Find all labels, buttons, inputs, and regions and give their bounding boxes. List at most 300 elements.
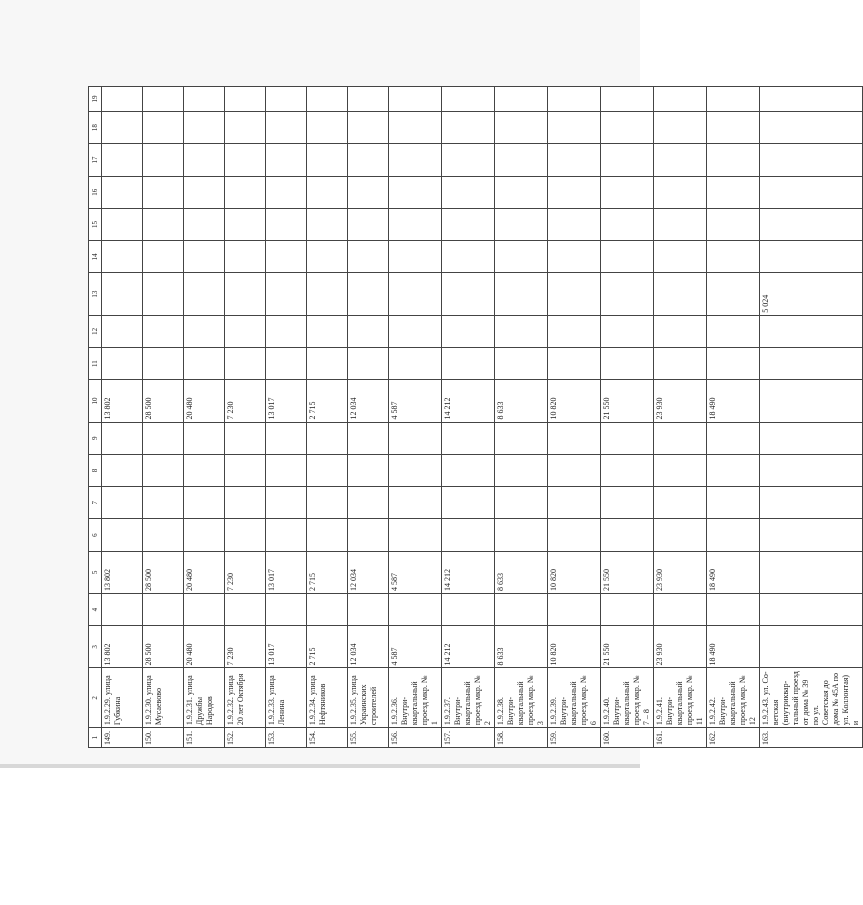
empty-cell xyxy=(307,315,348,347)
column-number-header: 17 xyxy=(89,144,102,176)
empty-cell xyxy=(707,241,760,273)
empty-cell xyxy=(495,454,548,486)
data-table xyxy=(88,86,863,748)
empty-cell xyxy=(601,144,654,176)
table-row xyxy=(143,87,184,748)
amount-cell: 4 587 xyxy=(389,626,442,668)
empty-cell xyxy=(348,144,389,176)
data-table-rotated xyxy=(88,86,860,748)
amount-cell xyxy=(495,273,548,315)
row-number: 157. xyxy=(442,728,495,748)
amount-cell xyxy=(184,273,225,315)
amount-cell: 18 490 xyxy=(707,626,760,668)
empty-cell xyxy=(760,87,863,112)
empty-cell xyxy=(307,176,348,208)
amount-cell xyxy=(266,273,307,315)
table-row xyxy=(548,87,601,748)
empty-cell xyxy=(442,112,495,144)
empty-cell xyxy=(307,487,348,519)
object-name: 1.9.2.41. Внутри-квартальный проезд мкр. № 11 xyxy=(654,668,707,728)
empty-cell xyxy=(225,241,266,273)
empty-cell xyxy=(102,422,143,454)
amount-cell: 7 230 xyxy=(225,380,266,422)
amount-cell: 13 802 xyxy=(102,380,143,422)
empty-cell xyxy=(184,208,225,240)
empty-cell xyxy=(184,487,225,519)
empty-cell xyxy=(760,176,863,208)
table-row xyxy=(102,87,143,748)
amount-cell: 10 820 xyxy=(548,626,601,668)
empty-cell xyxy=(266,422,307,454)
empty-cell xyxy=(707,315,760,347)
empty-cell xyxy=(654,487,707,519)
amount-cell: 10 820 xyxy=(548,380,601,422)
empty-cell xyxy=(307,422,348,454)
empty-cell xyxy=(654,87,707,112)
empty-cell xyxy=(654,519,707,551)
empty-cell xyxy=(389,241,442,273)
amount-cell xyxy=(707,273,760,315)
object-name: 1.9.2.34. улица Нефтяников xyxy=(307,668,348,728)
empty-cell xyxy=(225,422,266,454)
amount-cell: 8 633 xyxy=(495,380,548,422)
row-number: 151. xyxy=(184,728,225,748)
empty-cell xyxy=(348,208,389,240)
object-name: 1.9.2.29. улица Губкина xyxy=(102,668,143,728)
amount-cell: 2 715 xyxy=(307,380,348,422)
empty-cell xyxy=(707,87,760,112)
empty-cell xyxy=(707,208,760,240)
empty-cell xyxy=(495,112,548,144)
empty-cell xyxy=(143,208,184,240)
page-edge xyxy=(0,764,640,768)
empty-cell xyxy=(707,454,760,486)
column-number-header: 2 xyxy=(89,668,102,728)
empty-cell xyxy=(184,144,225,176)
empty-cell xyxy=(266,348,307,380)
amount-cell: 14 212 xyxy=(442,626,495,668)
empty-cell xyxy=(225,87,266,112)
empty-cell xyxy=(442,208,495,240)
empty-cell xyxy=(548,112,601,144)
table-row xyxy=(707,87,760,748)
table-row xyxy=(266,87,307,748)
empty-cell xyxy=(707,176,760,208)
table-row xyxy=(389,87,442,748)
empty-cell xyxy=(760,593,863,625)
amount-cell: 7 230 xyxy=(225,551,266,593)
empty-cell xyxy=(348,112,389,144)
column-number-header: 9 xyxy=(89,422,102,454)
empty-cell xyxy=(184,593,225,625)
empty-cell xyxy=(143,422,184,454)
object-name: 1.9.2.42. Внутри-квартальный проезд мкр. № 12 xyxy=(707,668,760,728)
empty-cell xyxy=(184,315,225,347)
amount-cell: 20 480 xyxy=(184,551,225,593)
column-number-header: 4 xyxy=(89,593,102,625)
amount-cell: 4 587 xyxy=(389,380,442,422)
empty-cell xyxy=(389,593,442,625)
empty-cell xyxy=(102,241,143,273)
amount-cell xyxy=(760,551,863,593)
amount-cell: 18 490 xyxy=(707,551,760,593)
amount-cell: 28 500 xyxy=(143,380,184,422)
empty-cell xyxy=(102,348,143,380)
amount-cell xyxy=(102,273,143,315)
amount-cell xyxy=(348,273,389,315)
row-number: 160. xyxy=(601,728,654,748)
object-name: 1.9.2.35. улица Украинских строителей xyxy=(348,668,389,728)
empty-cell xyxy=(348,87,389,112)
empty-cell xyxy=(442,144,495,176)
amount-cell: 13 017 xyxy=(266,626,307,668)
amount-cell xyxy=(389,273,442,315)
empty-cell xyxy=(601,112,654,144)
amount-cell: 14 212 xyxy=(442,380,495,422)
empty-cell xyxy=(225,112,266,144)
empty-cell xyxy=(184,454,225,486)
object-name: 1.9.2.40. Внутри-квартальный проезд мкр. № 7 – 8 xyxy=(601,668,654,728)
empty-cell xyxy=(184,87,225,112)
empty-cell xyxy=(307,144,348,176)
empty-cell xyxy=(225,176,266,208)
empty-cell xyxy=(307,208,348,240)
amount-cell: 12 034 xyxy=(348,551,389,593)
empty-cell xyxy=(266,208,307,240)
empty-cell xyxy=(442,176,495,208)
empty-cell xyxy=(707,144,760,176)
empty-cell xyxy=(601,454,654,486)
empty-cell xyxy=(601,519,654,551)
empty-cell xyxy=(548,208,601,240)
table-row xyxy=(307,87,348,748)
empty-cell xyxy=(442,422,495,454)
amount-cell: 2 715 xyxy=(307,551,348,593)
object-name: 1.9.2.31. улица Дружбы Народов xyxy=(184,668,225,728)
row-number: 156. xyxy=(389,728,442,748)
empty-cell xyxy=(348,241,389,273)
empty-cell xyxy=(102,315,143,347)
empty-cell xyxy=(389,87,442,112)
row-number: 153. xyxy=(266,728,307,748)
empty-cell xyxy=(760,144,863,176)
empty-cell xyxy=(143,593,184,625)
empty-cell xyxy=(654,241,707,273)
row-number: 149. xyxy=(102,728,143,748)
object-name: 1.9.2.39. Внутри-квартальный проезд мкр. № 6 xyxy=(548,668,601,728)
empty-cell xyxy=(654,593,707,625)
empty-cell xyxy=(442,241,495,273)
row-number: 154. xyxy=(307,728,348,748)
empty-cell xyxy=(307,112,348,144)
empty-cell xyxy=(225,348,266,380)
empty-cell xyxy=(760,422,863,454)
empty-cell xyxy=(348,348,389,380)
empty-cell xyxy=(442,487,495,519)
empty-cell xyxy=(442,519,495,551)
amount-cell xyxy=(548,273,601,315)
empty-cell xyxy=(601,422,654,454)
empty-cell xyxy=(548,315,601,347)
amount-cell: 2 715 xyxy=(307,626,348,668)
column-number-header: 5 xyxy=(89,551,102,593)
empty-cell xyxy=(760,112,863,144)
empty-cell xyxy=(102,454,143,486)
empty-cell xyxy=(707,593,760,625)
empty-cell xyxy=(266,112,307,144)
empty-cell xyxy=(266,176,307,208)
empty-cell xyxy=(495,348,548,380)
empty-cell xyxy=(266,487,307,519)
empty-cell xyxy=(348,519,389,551)
empty-cell xyxy=(654,422,707,454)
empty-cell xyxy=(225,593,266,625)
empty-cell xyxy=(495,176,548,208)
empty-cell xyxy=(654,315,707,347)
amount-cell: 12 034 xyxy=(348,380,389,422)
empty-cell xyxy=(707,519,760,551)
empty-cell xyxy=(266,87,307,112)
empty-cell xyxy=(307,348,348,380)
amount-cell: 20 480 xyxy=(184,380,225,422)
empty-cell xyxy=(102,487,143,519)
row-number: 158. xyxy=(495,728,548,748)
amount-cell xyxy=(143,273,184,315)
empty-cell xyxy=(102,112,143,144)
amount-cell: 4 587 xyxy=(389,551,442,593)
empty-cell xyxy=(348,593,389,625)
empty-cell xyxy=(225,454,266,486)
empty-cell xyxy=(548,519,601,551)
empty-cell xyxy=(495,208,548,240)
amount-cell: 23 930 xyxy=(654,380,707,422)
empty-cell xyxy=(654,454,707,486)
empty-cell xyxy=(654,176,707,208)
empty-cell xyxy=(548,422,601,454)
empty-cell xyxy=(266,454,307,486)
column-number-header: 11 xyxy=(89,348,102,380)
row-number: 161. xyxy=(654,728,707,748)
empty-cell xyxy=(184,176,225,208)
empty-cell xyxy=(442,454,495,486)
empty-cell xyxy=(102,519,143,551)
empty-cell xyxy=(307,87,348,112)
table-header-row xyxy=(89,87,102,748)
object-name: 1.9.2.37. Внутри-квартальный проезд мкр. № 2 xyxy=(442,668,495,728)
amount-cell: 8 633 xyxy=(495,626,548,668)
empty-cell xyxy=(442,593,495,625)
empty-cell xyxy=(143,87,184,112)
empty-cell xyxy=(601,487,654,519)
empty-cell xyxy=(548,487,601,519)
empty-cell xyxy=(102,593,143,625)
column-number-header: 15 xyxy=(89,208,102,240)
amount-cell: 21 550 xyxy=(601,626,654,668)
amount-cell xyxy=(601,273,654,315)
amount-cell: 12 034 xyxy=(348,626,389,668)
empty-cell xyxy=(495,487,548,519)
empty-cell xyxy=(225,487,266,519)
empty-cell xyxy=(601,241,654,273)
empty-cell xyxy=(348,422,389,454)
empty-cell xyxy=(548,593,601,625)
empty-cell xyxy=(389,348,442,380)
empty-cell xyxy=(143,241,184,273)
empty-cell xyxy=(442,315,495,347)
empty-cell xyxy=(654,208,707,240)
empty-cell xyxy=(760,487,863,519)
row-number: 150. xyxy=(143,728,184,748)
column-number-header: 19 xyxy=(89,87,102,112)
empty-cell xyxy=(389,454,442,486)
empty-cell xyxy=(184,348,225,380)
empty-cell xyxy=(102,176,143,208)
amount-cell: 20 480 xyxy=(184,626,225,668)
empty-cell xyxy=(495,144,548,176)
table-row xyxy=(654,87,707,748)
empty-cell xyxy=(266,519,307,551)
empty-cell xyxy=(495,593,548,625)
empty-cell xyxy=(266,144,307,176)
empty-cell xyxy=(389,208,442,240)
empty-cell xyxy=(143,144,184,176)
empty-cell xyxy=(143,315,184,347)
empty-cell xyxy=(760,315,863,347)
empty-cell xyxy=(601,315,654,347)
column-number-header: 7 xyxy=(89,487,102,519)
object-name: 1.9.2.36. Внутри-квартальный проезд мкр. № 1 xyxy=(389,668,442,728)
empty-cell xyxy=(760,519,863,551)
amount-cell: 21 550 xyxy=(601,551,654,593)
empty-cell xyxy=(102,208,143,240)
table-row xyxy=(348,87,389,748)
column-number-header: 16 xyxy=(89,176,102,208)
empty-cell xyxy=(389,422,442,454)
object-name: 1.9.2.43. ул. Со-ветская (внутриквар-тальный проезд от дома № 39 по ул. Советская до дома № 45А по ул. Коллонтая) и xyxy=(760,668,863,728)
empty-cell xyxy=(548,241,601,273)
empty-cell xyxy=(654,112,707,144)
table-row xyxy=(442,87,495,748)
column-number-header: 13 xyxy=(89,273,102,315)
empty-cell xyxy=(601,87,654,112)
empty-cell xyxy=(707,112,760,144)
amount-cell: 21 550 xyxy=(601,380,654,422)
column-number-header: 14 xyxy=(89,241,102,273)
row-number: 152. xyxy=(225,728,266,748)
row-number: 162. xyxy=(707,728,760,748)
empty-cell xyxy=(266,315,307,347)
empty-cell xyxy=(348,176,389,208)
empty-cell xyxy=(495,422,548,454)
empty-cell xyxy=(601,176,654,208)
empty-cell xyxy=(760,348,863,380)
empty-cell xyxy=(389,144,442,176)
column-number-header: 12 xyxy=(89,315,102,347)
amount-cell: 18 490 xyxy=(707,380,760,422)
empty-cell xyxy=(601,208,654,240)
empty-cell xyxy=(707,348,760,380)
empty-cell xyxy=(184,112,225,144)
empty-cell xyxy=(548,348,601,380)
amount-cell: 5 024 xyxy=(760,273,863,315)
empty-cell xyxy=(102,87,143,112)
empty-cell xyxy=(495,519,548,551)
table-row xyxy=(495,87,548,748)
table-row xyxy=(225,87,266,748)
amount-cell: 14 212 xyxy=(442,551,495,593)
table-row xyxy=(184,87,225,748)
empty-cell xyxy=(225,144,266,176)
empty-cell xyxy=(143,348,184,380)
empty-cell xyxy=(760,208,863,240)
empty-cell xyxy=(495,87,548,112)
table-row xyxy=(760,87,863,748)
empty-cell xyxy=(225,208,266,240)
row-number: 155. xyxy=(348,728,389,748)
object-name: 1.9.2.38. Внутри-квартальный проезд мкр. № 3 xyxy=(495,668,548,728)
empty-cell xyxy=(760,241,863,273)
amount-cell: 13 802 xyxy=(102,626,143,668)
empty-cell xyxy=(307,454,348,486)
empty-cell xyxy=(143,487,184,519)
row-number: 163. xyxy=(760,728,863,748)
empty-cell xyxy=(266,241,307,273)
amount-cell: 28 500 xyxy=(143,551,184,593)
amount-cell: 23 930 xyxy=(654,551,707,593)
amount-cell xyxy=(225,273,266,315)
empty-cell xyxy=(348,315,389,347)
object-name: 1.9.2.32. улица 20 лет Октября xyxy=(225,668,266,728)
object-name: 1.9.2.33. улица Ленина xyxy=(266,668,307,728)
amount-cell: 10 820 xyxy=(548,551,601,593)
amount-cell: 13 017 xyxy=(266,551,307,593)
empty-cell xyxy=(601,593,654,625)
empty-cell xyxy=(266,593,307,625)
empty-cell xyxy=(225,519,266,551)
empty-cell xyxy=(184,519,225,551)
amount-cell: 13 802 xyxy=(102,551,143,593)
empty-cell xyxy=(389,176,442,208)
empty-cell xyxy=(495,241,548,273)
column-number-header: 3 xyxy=(89,626,102,668)
column-number-header: 1 xyxy=(89,728,102,748)
empty-cell xyxy=(389,315,442,347)
empty-cell xyxy=(143,176,184,208)
empty-cell xyxy=(307,593,348,625)
empty-cell xyxy=(654,144,707,176)
empty-cell xyxy=(548,144,601,176)
empty-cell xyxy=(348,487,389,519)
empty-cell xyxy=(548,87,601,112)
row-number: 159. xyxy=(548,728,601,748)
column-number-header: 18 xyxy=(89,112,102,144)
amount-cell xyxy=(654,273,707,315)
empty-cell xyxy=(601,348,654,380)
empty-cell xyxy=(184,422,225,454)
empty-cell xyxy=(225,315,266,347)
object-name: 1.9.2.30. улица Мусаевово xyxy=(143,668,184,728)
empty-cell xyxy=(143,112,184,144)
empty-cell xyxy=(707,487,760,519)
table-row xyxy=(601,87,654,748)
empty-cell xyxy=(102,144,143,176)
amount-cell xyxy=(442,273,495,315)
empty-cell xyxy=(654,348,707,380)
amount-cell xyxy=(760,380,863,422)
column-number-header: 10 xyxy=(89,380,102,422)
empty-cell xyxy=(389,519,442,551)
empty-cell xyxy=(143,519,184,551)
